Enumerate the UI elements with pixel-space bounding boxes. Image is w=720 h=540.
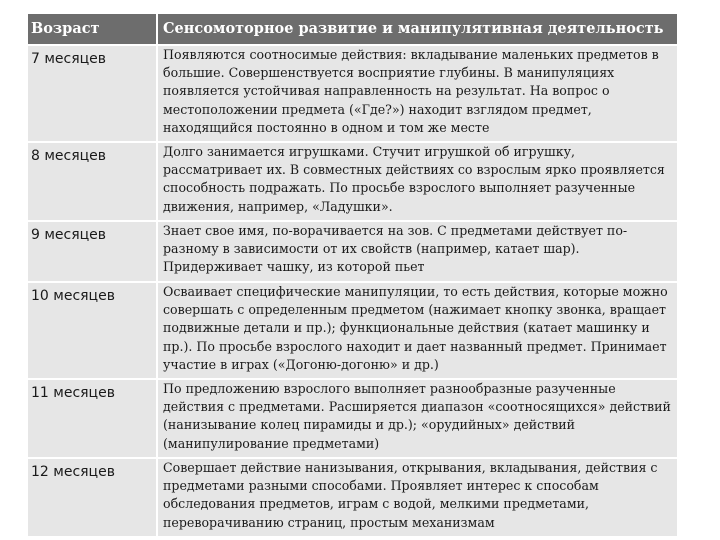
- description-line: пр.). По просьбе взрослого находит и дает названный предмет. Принимает: [163, 338, 667, 354]
- description-line: Совершает действие нанизывания, открывания, вкладывания, действия с: [163, 460, 658, 475]
- table-row: [28, 143, 677, 222]
- description-line: Придерживает чашку, из которой пьет: [163, 259, 425, 275]
- description-line: Знает свое имя, по-ворачивается на зов. С предметами действует по-: [163, 223, 628, 238]
- description-line: рассматривает их. В совместных действиях со взрослым ярко проявляется: [163, 162, 665, 178]
- description-line: совершать с определенным предметом (нажимает кнопку звонка, вращает: [163, 302, 667, 318]
- description-line: переворачиванию страниц, простым механизмам: [163, 514, 495, 530]
- description-line: Осваивает специфические манипуляции, то есть действия, которые можно: [163, 284, 668, 299]
- development-table: [28, 14, 677, 538]
- description-line: разному в зависимости от их свойств (например, катает шар).: [163, 241, 580, 257]
- description-line: предметами разными способами. Проявляет интерес к способам: [163, 478, 599, 494]
- row-age: 12 месяцев: [28, 459, 158, 536]
- row-description: [158, 222, 677, 281]
- description-line: появляется устойчивая направленность на результат. На вопрос о: [163, 83, 610, 99]
- description-line: Появляются соотносимые действия: вкладывание маленьких предметов в: [163, 47, 659, 62]
- header-age: Возраст: [28, 14, 158, 44]
- description-line: находящийся постоянно в одном и том же месте: [163, 119, 490, 135]
- row-age: 9 месяцев: [28, 222, 158, 281]
- row-description: [158, 46, 677, 141]
- description-line: обследования предметов, играм с водой, мелкими предметами,: [163, 496, 590, 512]
- row-description: [158, 143, 677, 220]
- table-row: [28, 222, 677, 283]
- description-line: участие в играх («Догоню-догоню» и др.): [163, 356, 439, 372]
- description-line: (манипулирование предметами): [163, 435, 380, 451]
- table-row: [28, 380, 677, 459]
- description-line: местоположении предмета («Где?») находит взглядом предмет,: [163, 101, 592, 117]
- row-description: [158, 283, 677, 378]
- description-line: По предложению взрослого выполняет разнообразные разученные: [163, 381, 616, 396]
- row-age: 8 месяцев: [28, 143, 158, 220]
- description-line: Долго занимается игрушками. Стучит игрушкой об игрушку,: [163, 144, 575, 159]
- row-age: 10 месяцев: [28, 283, 158, 378]
- description-line: (нанизывание колец пирамиды и др.); «орудийных» действий: [163, 417, 576, 433]
- table-row: [28, 283, 677, 380]
- row-description: [158, 459, 677, 536]
- row-age: 7 месяцев: [28, 46, 158, 141]
- description-line: большие. Совершенствуется восприятие глубины. В манипуляциях: [163, 65, 615, 81]
- description-line: подвижные детали и пр.); функциональные действия (катает машинку и: [163, 320, 650, 336]
- table-header-row: [28, 14, 677, 46]
- table-row: [28, 459, 677, 538]
- description-line: движения, например, «Ладушки».: [163, 198, 393, 214]
- header-description: Сенсомоторное развитие и манипулятивная деятельность: [163, 20, 664, 37]
- table-body: [28, 46, 677, 538]
- description-line: способность подражать. По просьбе взрослого выполняет разученные: [163, 180, 636, 196]
- row-age: 11 месяцев: [28, 380, 158, 457]
- description-line: действия с предметами. Расширяется диапазон «соотносящихся» действий: [163, 399, 671, 415]
- row-description: [158, 380, 677, 457]
- table-row: [28, 46, 677, 143]
